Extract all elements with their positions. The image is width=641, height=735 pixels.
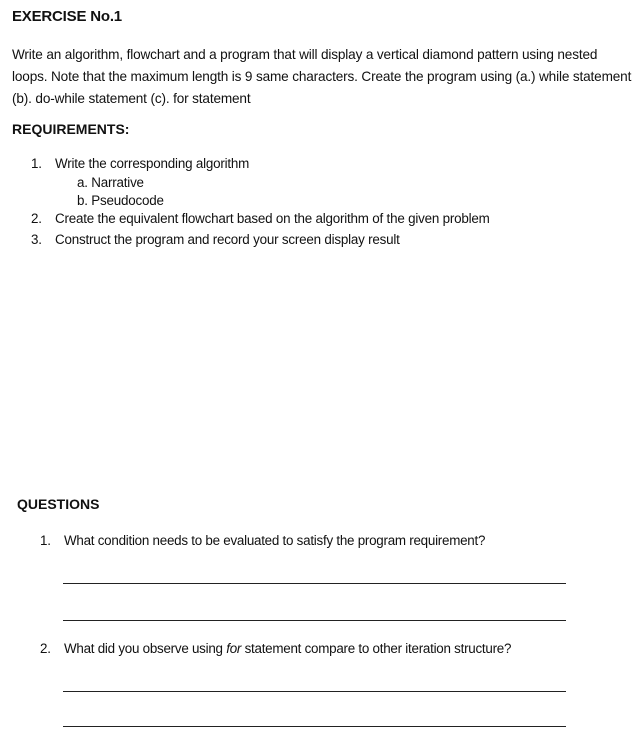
requirement-number: 3.	[31, 232, 42, 247]
instruction-line: Write an algorithm, flowchart and a program that will display a vertical diamond pattern using nested	[12, 47, 598, 62]
requirement-number: 1.	[31, 156, 42, 171]
requirement-item	[31, 232, 400, 247]
requirement-text: Write the corresponding algorithm	[55, 156, 250, 171]
question-number: 2.	[40, 641, 51, 656]
requirement-subitem: b. Pseudocode	[77, 193, 164, 208]
instruction-line: loops. Note that the maximum length is 9 same characters. Create the program using (a.) while statement	[12, 69, 632, 84]
instruction-line: (b). do-while statement (c). for statement	[12, 91, 251, 106]
requirement-item	[31, 211, 490, 226]
requirement-subitem: a. Narrative	[77, 175, 144, 190]
exercise-title: EXERCISE No.1	[12, 8, 122, 25]
question-number: 1.	[40, 533, 51, 548]
requirement-item	[31, 156, 249, 171]
requirements-heading: REQUIREMENTS:	[12, 121, 130, 137]
question-item	[40, 641, 511, 656]
answer-line[interactable]	[63, 620, 566, 621]
requirement-number: 2.	[31, 211, 42, 226]
requirement-text: Create the equivalent flowchart based on the algorithm of the given problem	[55, 211, 490, 226]
requirement-text: Construct the program and record your screen display result	[55, 232, 400, 247]
question-item	[40, 533, 485, 548]
question-text: What condition needs to be evaluated to satisfy the program requirement?	[64, 533, 486, 548]
answer-line[interactable]	[63, 726, 566, 727]
answer-line[interactable]	[63, 583, 566, 584]
answer-line[interactable]	[63, 691, 566, 692]
question-text: What did you observe using for statement compare to other iteration structure?	[64, 641, 512, 656]
exercise-instructions	[12, 44, 641, 110]
questions-heading: QUESTIONS	[17, 496, 100, 512]
